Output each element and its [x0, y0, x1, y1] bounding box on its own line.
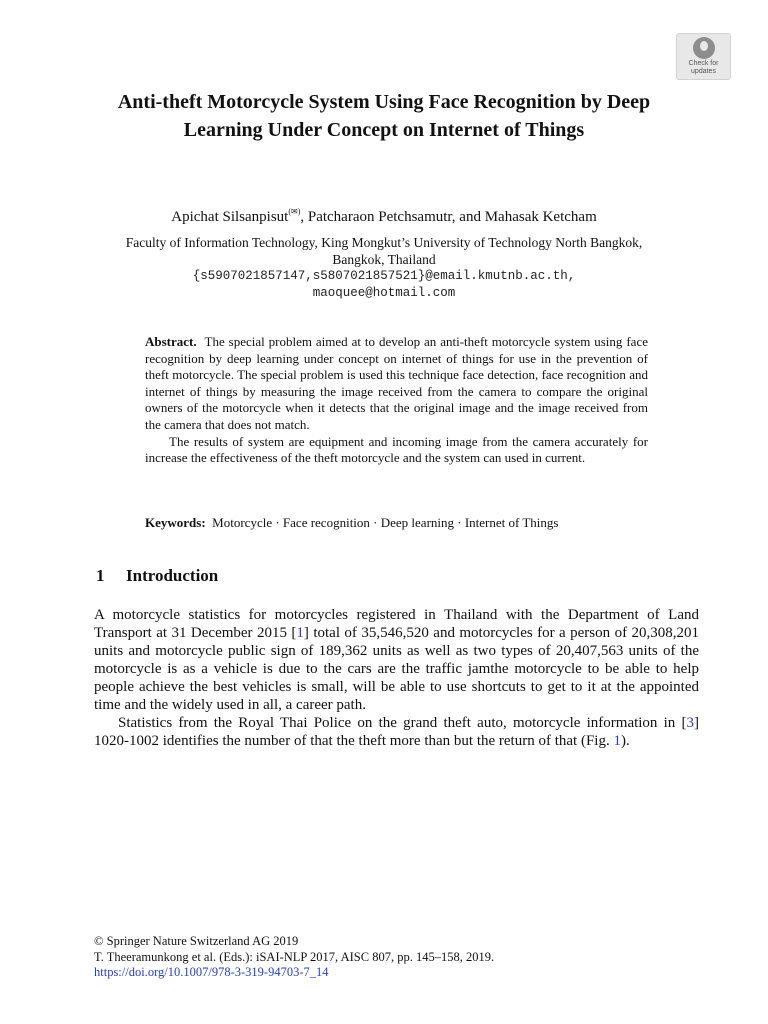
email-line-1: {s5907021857147,s5807021857521}@email.kmutnb.ac.th, [192, 269, 576, 283]
figure-link-1[interactable]: 1 [613, 733, 621, 749]
abstract-label: Abstract. [145, 334, 197, 349]
doi-link[interactable]: https://doi.org/10.1007/978-3-319-94703-7_14 [94, 965, 329, 979]
section-heading [96, 566, 218, 586]
intro-text: Statistics from the Royal Thai Police on the grand theft auto, motorcycle information in [ [118, 715, 687, 731]
citation-link-3[interactable]: 3 [686, 715, 694, 731]
author-rest: , Patcharaon Petchsamutr, and Mahasak Ketcham [300, 209, 597, 225]
intro-text: ] 1020-1002 identifies the number of that the theft more than but the return of that (Fig. [94, 715, 699, 749]
email-line-2: maoquee@hotmail.com [312, 286, 456, 300]
intro-text: ] total of 35,546,520 and motorcycles for a person of 20,308,201 units and motorcycle public sign of 189,362 units as well as two types of 20,407,563 units of the motorcycle is as a vehicle is due to the cars are the traffic jamthe motorcycle to be able to help people achieve the best vehicles is small, will be able to use shortcuts to get to it at the appointed time and the widely used in all, a career path. [94, 625, 699, 713]
introduction-body [94, 606, 699, 750]
intro-paragraph-2 [94, 714, 699, 750]
badge-label: Check for updates [688, 60, 719, 75]
section-number: 1 [96, 566, 105, 585]
author-list [80, 202, 688, 227]
intro-text: A motorcycle statistics for motorcycles registered in Thailand with the Department of Land Transport at 31 December 2015 [ [94, 607, 699, 641]
check-for-updates-badge[interactable] [676, 33, 731, 80]
author-first: Apichat Silsanpisut [171, 209, 289, 225]
keywords-text: Motorcycle · Face recognition · Deep learning · Internet of Things [212, 515, 559, 530]
section-title: Introduction [126, 566, 219, 585]
paper-title: Anti-theft Motorcycle System Using Face Recognition by Deep Learning Under Concept on Internet of Things [117, 91, 651, 141]
corresponding-author-mark: (✉) [288, 207, 301, 216]
keywords-label: Keywords: [145, 515, 206, 530]
affiliation-line-1: Faculty of Information Technology, King Mongkut’s University of Technology North Bangkok, [125, 235, 643, 250]
intro-paragraph-1 [94, 606, 699, 714]
page-footer [94, 934, 494, 981]
citation-link-1[interactable]: 1 [296, 625, 304, 641]
check-for-updates-icon [693, 37, 715, 59]
abstract-paragraph-1 [145, 334, 648, 434]
citation-line: T. Theeramunkong et al. (Eds.): iSAI-NLP 2017, AISC 807, pp. 145–158, 2019. [94, 949, 495, 964]
intro-text: ). [620, 733, 630, 749]
affiliation-line-2: Bangkok, Thailand [332, 252, 436, 267]
abstract-text-1: The special problem aimed at to develop an anti-theft motorcycle system using face recognition by deep learning under concept on internet of things for use in the prevention of theft motorcycle. The special problem is used this technique face detection, face recognition and internet of things by measuring the image received from the camera to compare the original owners of the motorcycle when it detects that the original image and the image received from the camera that does not match. [145, 334, 648, 432]
abstract [145, 334, 648, 467]
affiliation [80, 234, 688, 302]
keywords [145, 515, 655, 531]
copyright-line: © Springer Nature Switzerland AG 2019 [94, 934, 299, 948]
abstract-paragraph-2: The results of system are equipment and incoming image from the camera accurately for increase the effectiveness of the theft motorcycle and the system can used in current. [145, 433, 648, 466]
